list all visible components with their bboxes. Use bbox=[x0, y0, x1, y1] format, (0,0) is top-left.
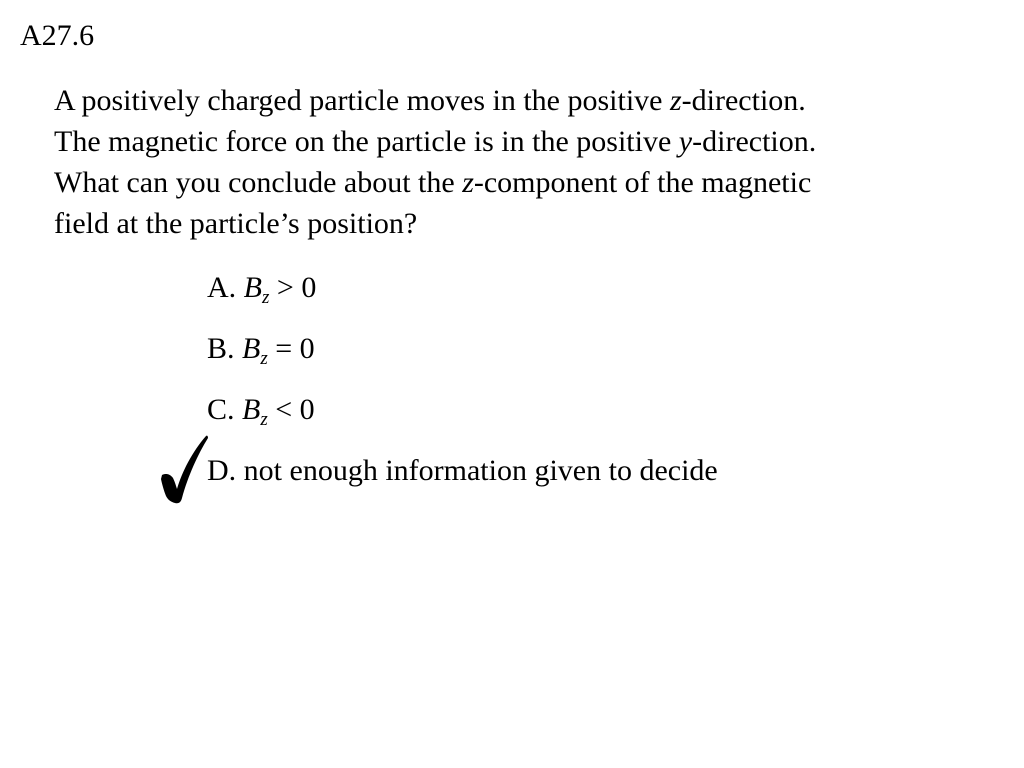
option-b[interactable]: B. $B_z = 0$ bbox=[207, 332, 315, 369]
question-text bbox=[54, 80, 954, 244]
option-a[interactable]: A. $B_z > 0$ bbox=[207, 271, 317, 308]
option-c[interactable]: C. $B_z < 0$ bbox=[207, 393, 315, 430]
slide-id: A27.6 bbox=[20, 19, 95, 52]
question-line-4: field at the particle’s position? bbox=[54, 207, 418, 240]
option-d[interactable]: D. not enough information given to decide bbox=[207, 454, 718, 487]
question-line-3: What can you conclude about the z-component of the magnetic bbox=[54, 166, 812, 199]
question-line-1: A positively charged particle moves in the positive z-direction. bbox=[54, 84, 806, 117]
question-line-2: The magnetic force on the particle is in the positive y-direction. bbox=[54, 125, 817, 158]
answer-options bbox=[207, 268, 718, 512]
checkmark-icon bbox=[160, 434, 210, 506]
